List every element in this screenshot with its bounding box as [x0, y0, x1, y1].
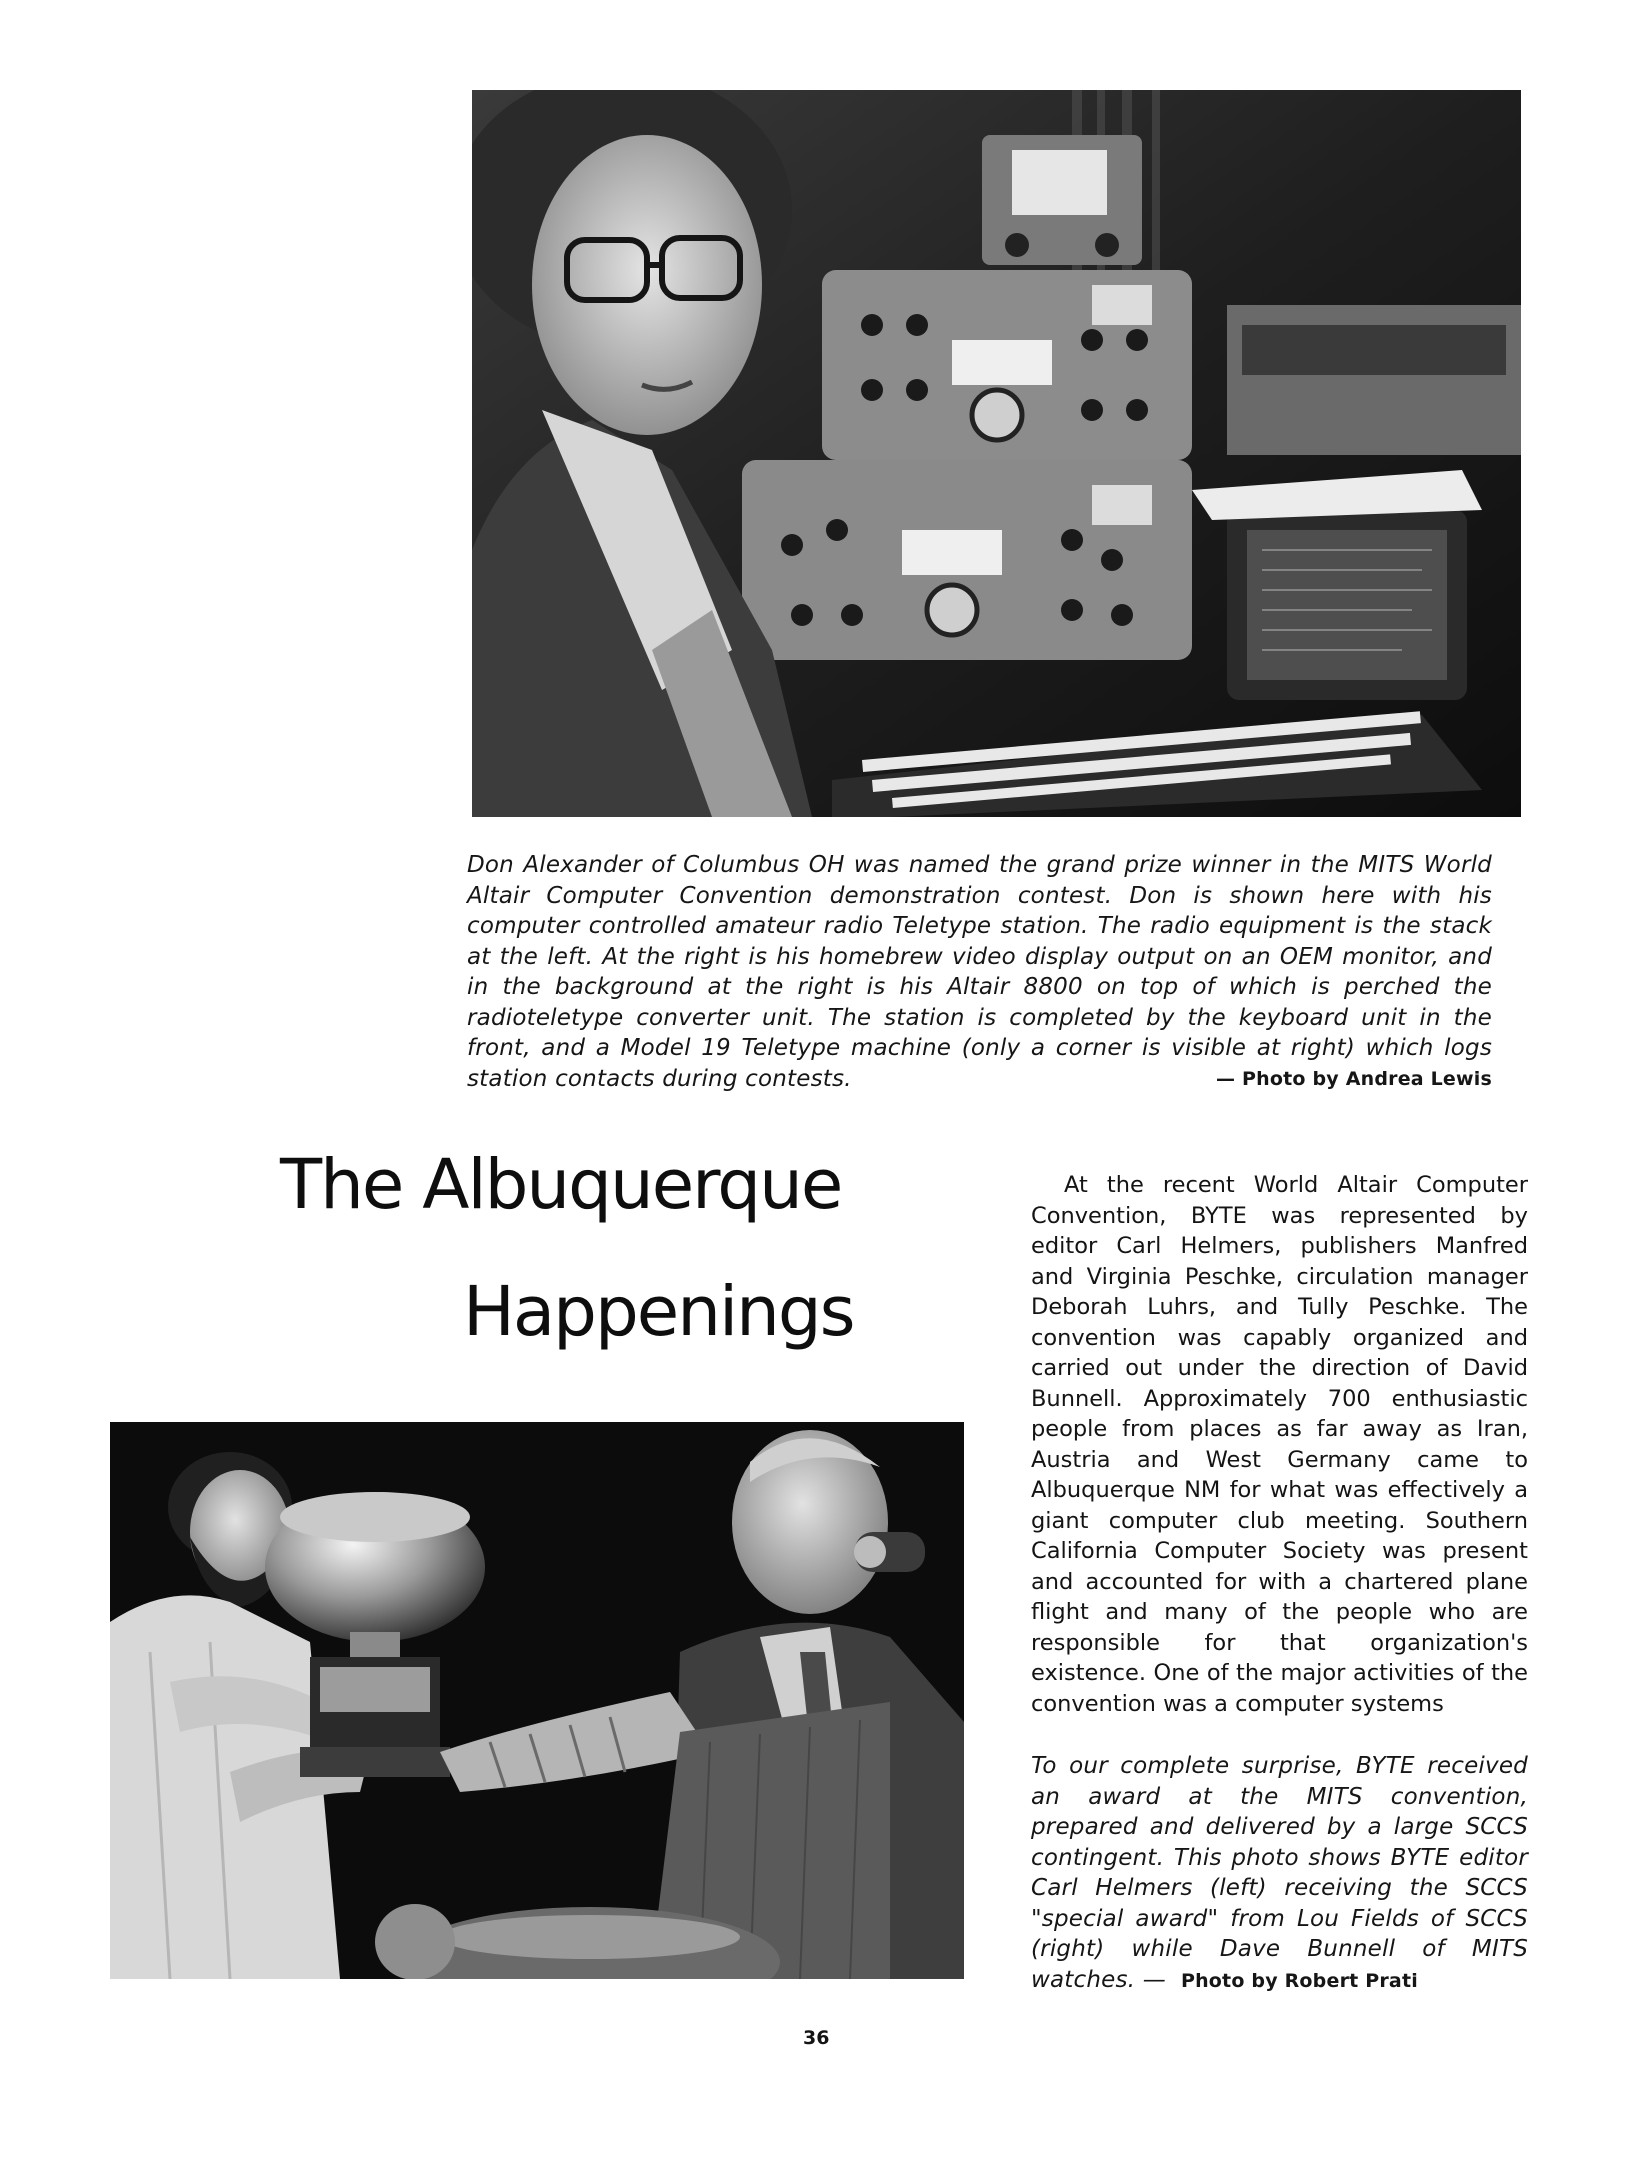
bottom-photo-credit: Photo by Robert Prati	[1180, 1969, 1418, 1992]
page-number: 36	[803, 2027, 830, 2049]
top-photo-credit: — Photo by Andrea Lewis	[1216, 1067, 1492, 1090]
top-photo-radio-station	[472, 90, 1521, 817]
bottom-caption-text: To our complete surprise, BYTE received an award at the MITS convention, prepared and delivered by a large SCCS contingent. This photo shows BYTE editor Carl Helmers (left) receiving the SCCS "special award" from Lou Fields of SCCS (right) while Dave Bunnell of MITS watches. —	[1031, 1753, 1528, 1993]
bottom-photo-award-presentation	[110, 1422, 964, 1979]
top-photo-caption	[467, 850, 1492, 1094]
article-body-text: At the recent World Altair Computer Convention, BYTE was represented by editor Carl Helmers, publishers Manfred and Virginia Peschke, circulation manager Deborah Luhrs, and Tully Peschke. The convention was capably organized and carried out under the direction of David Bunnell. Approximately 700 enthusiastic people from places as far away as Iran, Austria and West Germany came to Albuquerque NM for what was effectively a giant computer club meeting. Southern California Computer Society was present and accounted for with a chartered plane flight and many of the people who are responsible for that organization's existence. One of the major activities of the convention was a computer systems	[1031, 1172, 1528, 1717]
bottom-photo-caption	[1031, 1751, 1528, 1996]
article-title-line-2: Happenings	[463, 1272, 854, 1352]
article-title-line-1: The Albuquerque	[280, 1145, 842, 1225]
top-caption-text: Don Alexander of Columbus OH was named the grand prize winner in the MITS World Altair Computer Convention demonstration contest. Don is shown here with his computer controlled amateur radio Teletype station. The radio equipment is the stack at the left. At the right is his homebrew video display output on an OEM monitor, and in the background at the right is his Altair 8800 on top of which is perched the radioteletype converter unit. The station is completed by the keyboard unit in the front, and a Model 19 Teletype machine (only a corner is visible at right) which logs station contacts during contests.	[467, 852, 1492, 1092]
